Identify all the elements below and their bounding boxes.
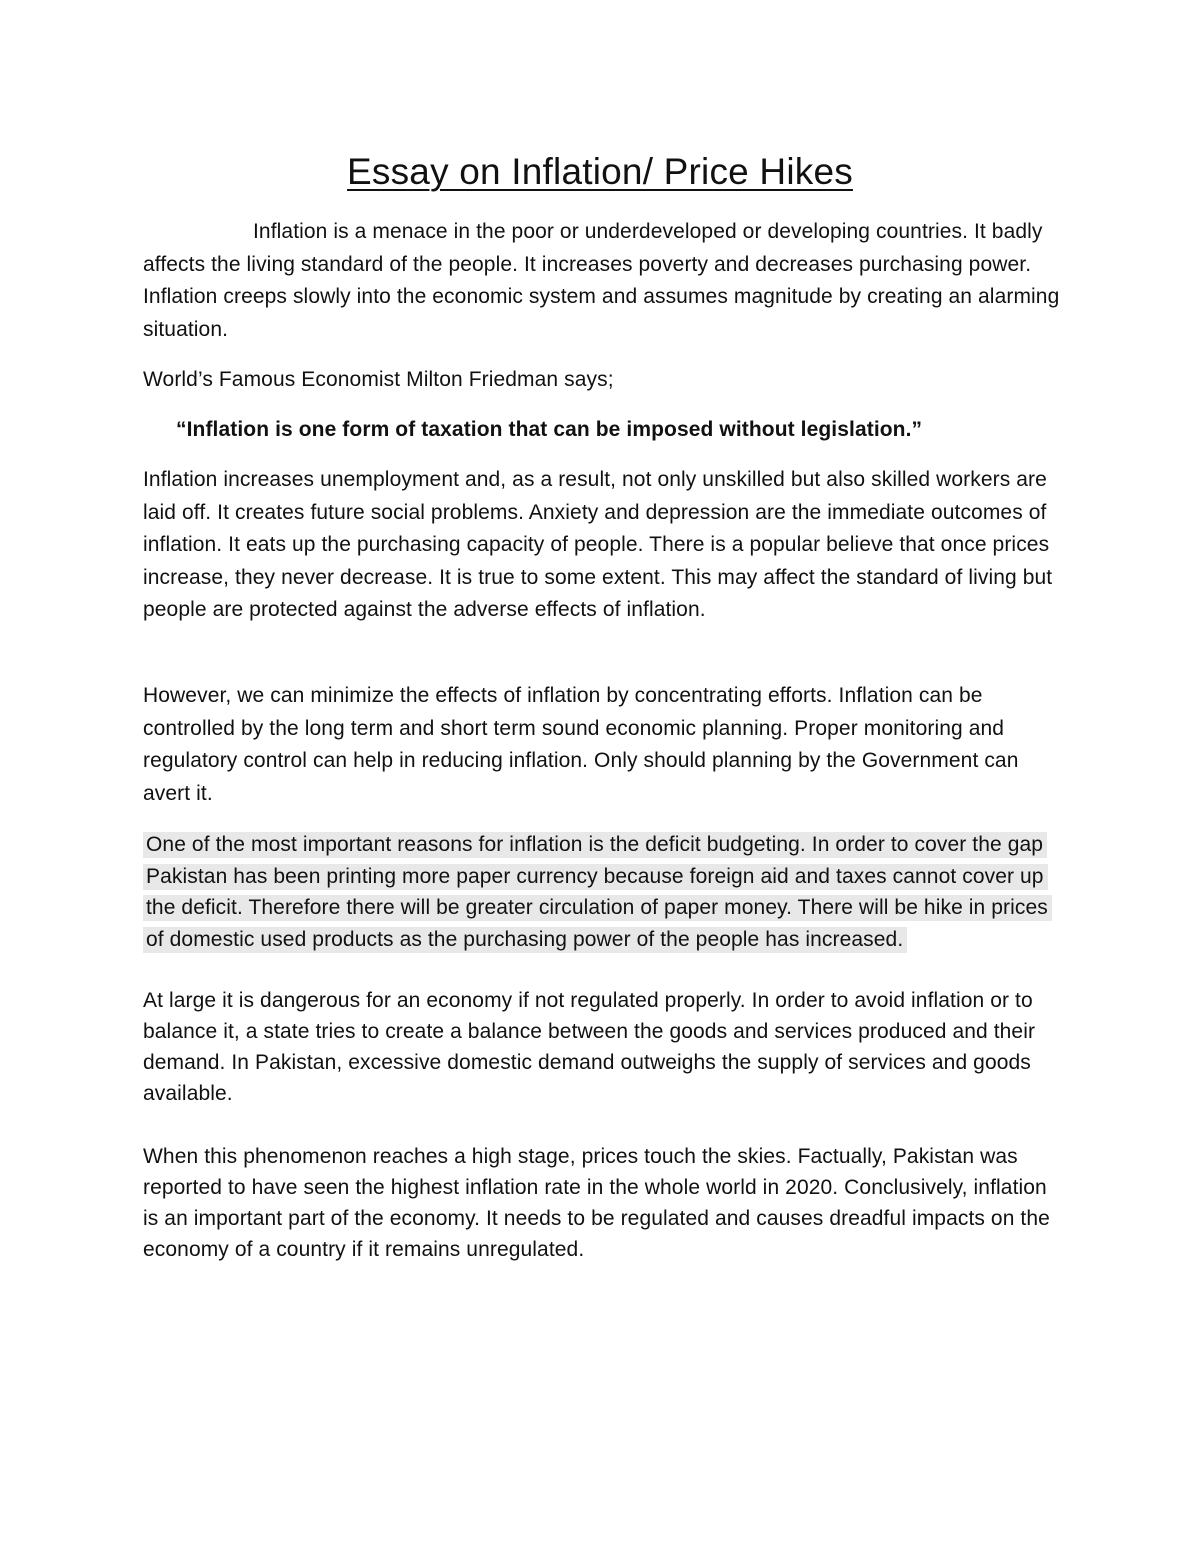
paragraph-conclusion: When this phenomenon reaches a high stage, prices touch the skies. Factually, Pakistan was reported to have seen the highest inflation rate in the whole world in 2020. Conclusively, inflation is an important part of the economy. It needs to be regulated and causes dreadful impacts on the economy of a country if it remains unregulated. — [143, 1145, 1050, 1261]
essay-title: Essay on Inflation/ Price Hikes — [347, 151, 853, 192]
paragraph-unemployment: Inflation increases unemployment and, as a result, not only unskilled but also skilled workers are laid off. It creates future social problems. Anxiety and depression are the immediate outcomes of inflation. It eats up the purchasing capacity of people. There is a popular believe that once prices increase, they never decrease. It is true to some extent. This may affect the standard of living but people are protected against the adverse effects of inflation. — [143, 468, 1053, 621]
paragraph-regulation: At large it is dangerous for an economy if not regulated properly. In order to avoid inflation or to balance it, a state tries to create a balance between the goods and services produced and their demand. In Pakistan, excessive domestic demand outweighs the supply of services and goods available. — [143, 989, 1036, 1105]
paragraph-intro: Inflation is a menace in the poor or underdeveloped or developing countries. It badly affects the living standard of the people. It increases poverty and decreases purchasing power. Inflation creeps slowly into the economic system and assumes magnitude by creating an alarming situation. — [143, 220, 1060, 341]
paragraph-deficit — [143, 829, 1068, 955]
friedman-quote: “Inflation is one form of taxation that can be imposed without legislation.” — [176, 418, 923, 441]
highlighted-text: One of the most important reasons for inflation is the deficit budgeting. In order to cover the gap Pakistan has been printing more paper currency because foreign aid and taxes cannot cover up the deficit. Therefore there will be greater circulation of paper money. There will be hike in prices of domestic used products as the purchasing power of the people has increased. — [143, 832, 1052, 953]
paragraph-quote-lead: World’s Famous Economist Milton Friedman says; — [143, 368, 614, 391]
paragraph-control: However, we can minimize the effects of inflation by concentrating efforts. Inflation can be controlled by the long term and short term sound economic planning. Proper monitoring and regulatory control can help in reducing inflation. Only should planning by the Government can avert it. — [143, 684, 1019, 805]
